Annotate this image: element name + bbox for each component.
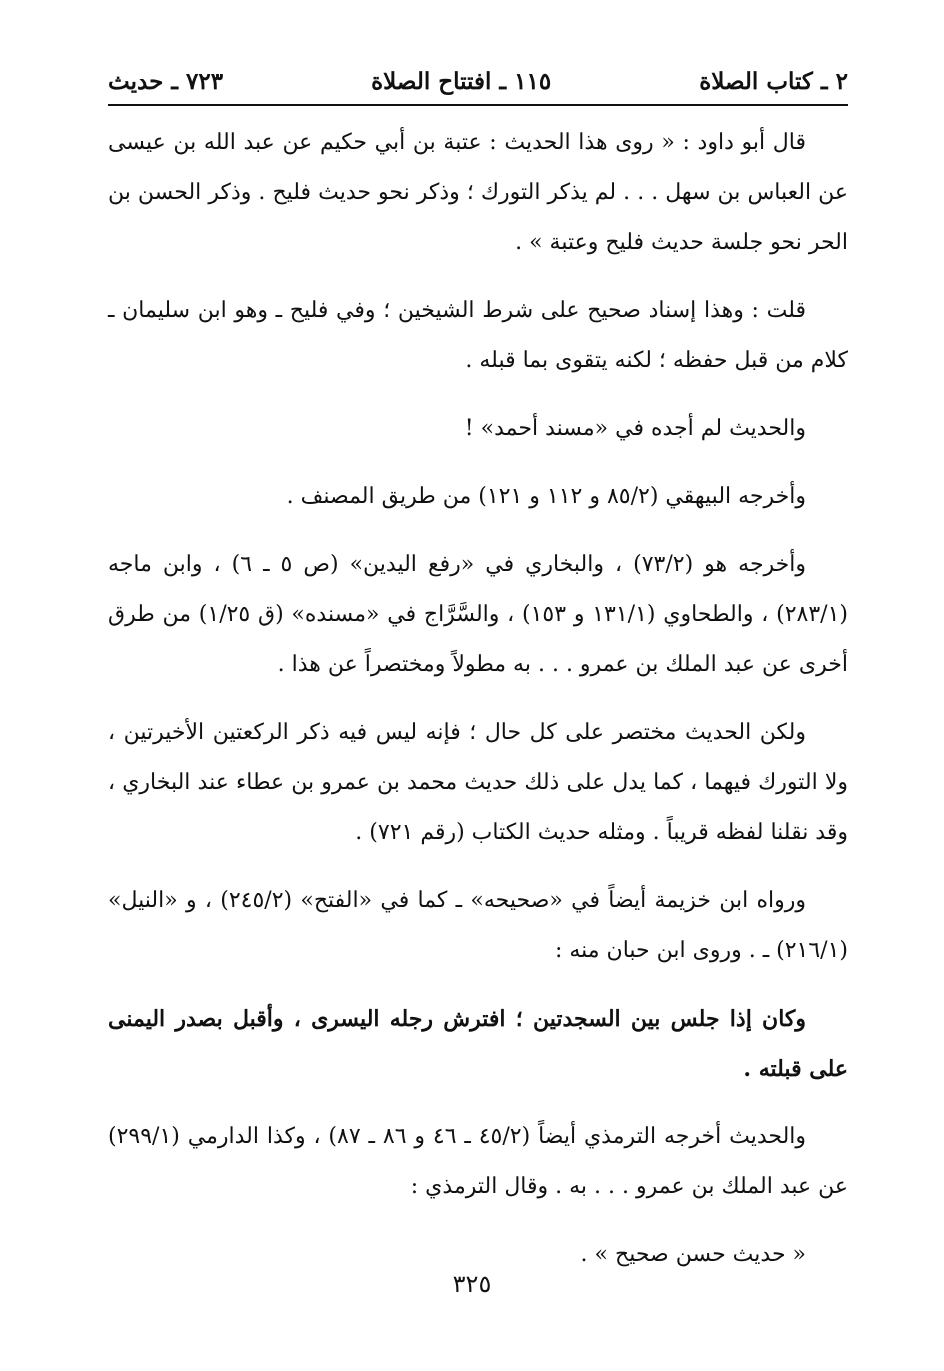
paragraph-isnad-assessment: قلت : وهذا إسناد صحيح على شرط الشيخين ؛ وفي فليح ـ وهو ابن سليمان ـ كلام من قبل حفظه ؛ لكنه يتقوى بما قبله . — [108, 298, 848, 373]
running-header — [108, 62, 848, 100]
header-chapter-title: ١١٥ ـ افتتاح الصلاة — [371, 67, 552, 95]
paragraph-tirmidhi-grading: « حديث حسن صحيح » . — [580, 1242, 806, 1267]
header-book-title: ٢ ـ كتاب الصلاة — [699, 67, 848, 95]
paragraph-ibn-khuzaymah: ورواه ابن خزيمة أيضاً في «صحيحه» ـ كما في «الفتح» (٢٤٥/٢) ، و «النيل» (٢١٦/١) ـ . وروى ابن حبان منه : — [108, 888, 848, 963]
paragraph-ibn-hibban-text: وكان إذا جلس بين السجدتين ؛ افترش رجله اليسرى ، وأقبل بصدر اليمنى على قبلته . — [108, 1006, 848, 1082]
paragraph-musnad-ahmad: والحديث لم أجده في «مسند أحمد» ! — [464, 416, 806, 441]
page-number: ٣٢٥ — [452, 1270, 492, 1298]
paragraph-bayhaqi: وأخرجه البيهقي (٨٥/٢ و ١١٢ و ١٢١) من طريق المصنف . — [286, 484, 806, 509]
main-text — [108, 118, 848, 1298]
paragraph-abridged-note: ولكن الحديث مختصر على كل حال ؛ فإنه ليس فيه ذكر الركعتين الأخيرتين ، ولا التورك فيهما ، كما يدل على ذلك حديث محمد بن عمرو بن عطاء عند البخاري ، وقد نقلنا لفظه قريباً . ومثله حديث الكتاب (رقم ٧٢١) . — [108, 720, 848, 845]
header-rule — [108, 104, 848, 106]
paragraph-abu-dawud-quote: قال أبو داود : « روى هذا الحديث : عتبة بن أبي حكيم عن عبد الله بن عيسى عن العباس بن سهل . . . لم يذكر التورك ؛ وذكر نحو حديث فليح . وذكر الحسن بن الحر نحو جلسة حديث فليح وعتبة » . — [108, 130, 848, 255]
paragraph-tirmidhi: والحديث أخرجه الترمذي أيضاً (٤٥/٢ ـ ٤٦ و ٨٦ ـ ٨٧) ، وكذا الدارمي (٢٩٩/١) عن عبد الملك بن عمرو . . . به . وقال الترمذي : — [108, 1124, 848, 1199]
paragraph-other-sources: وأخرجه هو (٧٣/٢) ، والبخاري في «رفع اليدين» (ص ٥ ـ ٦) ، وابن ماجه (٢٨٣/١) ، والطحاوي (١٣١/١ و ١٥٣) ، والسَّرَّاج في «مسنده» (ق ١/٢٥) من طرق أخرى عن عبد الملك بن عمرو . . . به مطولاً ومختصراً عن هذا . — [108, 552, 848, 677]
header-hadith-number: ٧٢٣ ـ حديث — [108, 67, 224, 95]
